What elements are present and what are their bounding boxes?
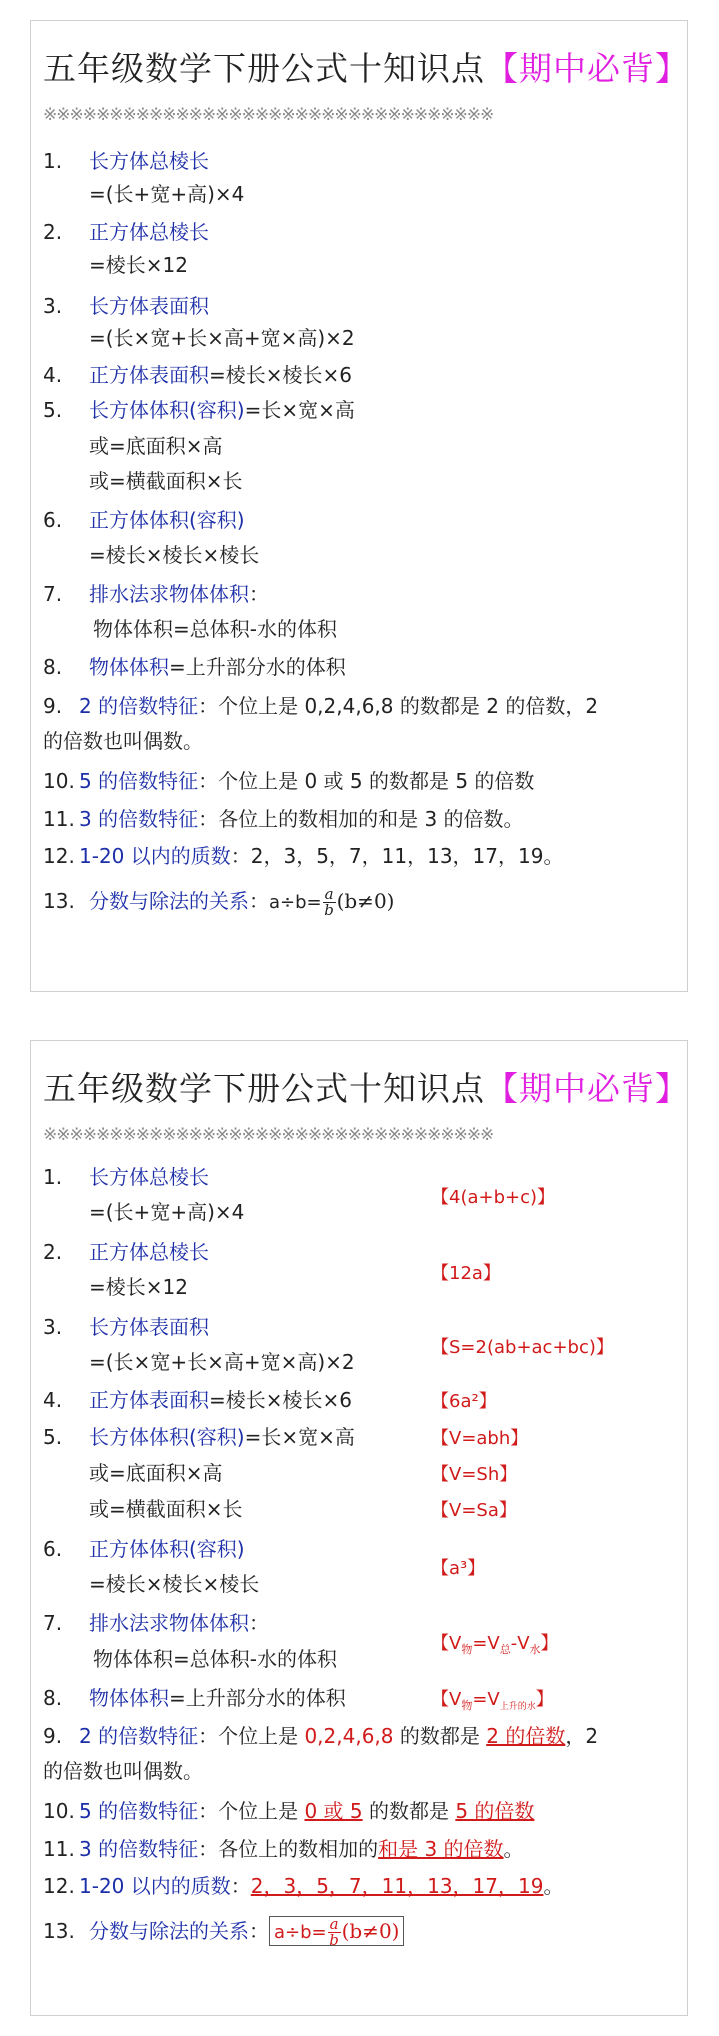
answer-5b: 【V=Sh】 bbox=[431, 1464, 518, 1485]
separator: ※※※※※※※※※※※※※※※※※※※※※※※※※※※※※※※※※※ bbox=[43, 105, 494, 125]
item-9-line2: 的倍数也叫偶数。 bbox=[43, 729, 203, 753]
item-6-formula: =棱长×棱长×棱长 bbox=[89, 1572, 260, 1596]
answer-6: 【a³】 bbox=[431, 1558, 486, 1579]
knowledge-card-plain: 五年级数学下册公式十知识点【期中必背】 ※※※※※※※※※※※※※※※※※※※※※※※※※※※※※※※※※※ 1. 长方体总棱长 =(长+宽+高)×4 2. 正方体总棱长 =棱长×12 3. 长方体表面积 =(长×宽+长×高+宽×高)×2 4. 正方体表面积=棱长×棱长×6 5. 长方体体积(容积)=长×宽×高 或=底面积×高 或=横截面积×长 6. 正方体体积(容积) =棱长×棱长×棱长 7. 排水法求物体体积： 物体体积=总体积-水的体积 8. 物体体积=上升部分水的体积 9. 2 的倍数特征：个位上是 0,2,4,6,8 的数都是 2 的倍数，2 的倍数也叫偶数。 10. 5 的倍数特征：个位上是 0 或 5 的数都是 5 的倍数 11. 3 的倍数特征：各位上的数相加的和是 3 的倍数。 12. 1-20 以内的质数：2，3，5，7，11，13，17，19。 13. 分数与除法的关系：a÷b= $\frac{a}{b}$ (b≠0) bbox=[30, 20, 688, 992]
card-title: 五年级数学下册公式十知识点【期中必背】 bbox=[43, 1069, 689, 1108]
item-5-alt2: 或=横截面积×长 bbox=[89, 469, 243, 493]
item-1-formula: =(长+宽+高)×4 bbox=[89, 182, 245, 206]
item-3-formula: =(长×宽+长×高+宽×高)×2 bbox=[89, 1350, 355, 1374]
answer-3: 【S=2(ab+ac+bc)】 bbox=[431, 1337, 614, 1358]
item-7-formula: 物体体积=总体积-水的体积 bbox=[93, 617, 337, 641]
card-title: 五年级数学下册公式十知识点【期中必背】 bbox=[43, 49, 689, 88]
item-5-alt1: 或=底面积×高 bbox=[89, 1461, 223, 1485]
item-9-line2: 的倍数也叫偶数。 bbox=[43, 1759, 203, 1783]
answer-4: 【6a²】 bbox=[431, 1391, 497, 1412]
answer-13-box: a÷b= $\frac{a}{b}$ (b≠0) bbox=[269, 1916, 404, 1946]
answer-7: 【$V_物=V_总-V_水$】 bbox=[431, 1633, 559, 1656]
item-2-formula: =棱长×12 bbox=[89, 1275, 188, 1299]
answer-5: 【V=abh】 bbox=[431, 1428, 529, 1449]
answer-1: 【4(a+b+c)】 bbox=[431, 1187, 556, 1208]
item-5-alt1: 或=底面积×高 bbox=[89, 434, 223, 458]
item-6-formula: =棱长×棱长×棱长 bbox=[89, 543, 260, 567]
answer-8: 【$V_物=V_{上升的水}$】 bbox=[431, 1689, 554, 1712]
item-3-formula: =(长×宽+长×高+宽×高)×2 bbox=[89, 326, 355, 350]
item-1-formula: =(长+宽+高)×4 bbox=[89, 1200, 245, 1224]
knowledge-card-answers: 五年级数学下册公式十知识点【期中必背】 ※※※※※※※※※※※※※※※※※※※※※※※※※※※※※※※※※※ 1. 长方体总棱长 =(长+宽+高)×4 【4(a+b+c)】 2. 正方体总棱长 =棱长×12 【12a】 3. 长方体表面积 =(长×宽+长×高+宽×高)×2 【S=2(ab+ac+bc)】 4. 正方体表面积=棱长×棱长×6 【6a²】 5. 长方体体积(容积)=长×宽×高 【V=abh】 或=底面积×高 【V=Sh】 或=横截面积×长 【V=Sa】 6. 正方体体积(容积) =棱长×棱长×棱长 【a³】 7. 排水法求物体体积： 物体体积=总体积-水的体积 【$V_物=V_总-V_水$】 8. 物体体积=上升部分水的体积 【$V_物=V_{上升的水}$】 9. 2 的倍数特征：个位上是 0,2,4,6,8 的数都是 2 的倍数，2 的倍数也叫偶数。 10. 5 的倍数特征：个位上是 0 或 5 的数都是 5 的倍数 11. 3 的倍数特征：各位上的数相加的和是 3 的倍数。 12. 1-20 以内的质数：2，3，5，7，11，13，17，19。 13. 分数与除法的关系： a÷b= $\frac{a}{b}$ (b≠0) bbox=[30, 1040, 688, 2016]
title-highlight: 【期中必背】 bbox=[485, 49, 689, 88]
separator: ※※※※※※※※※※※※※※※※※※※※※※※※※※※※※※※※※※ bbox=[43, 1125, 494, 1145]
fraction-a-over-b: $\frac{a}{b}$ bbox=[329, 1915, 339, 1949]
item-5-alt2: 或=横截面积×长 bbox=[89, 1497, 243, 1521]
answer-5c: 【V=Sa】 bbox=[431, 1500, 517, 1521]
answer-2: 【12a】 bbox=[431, 1263, 501, 1284]
item-7-formula: 物体体积=总体积-水的体积 bbox=[93, 1647, 337, 1671]
title-highlight: 【期中必背】 bbox=[485, 1069, 689, 1108]
item-2-formula: =棱长×12 bbox=[89, 253, 188, 277]
fraction-a-over-b: $\frac{a}{b}$ bbox=[324, 885, 334, 919]
